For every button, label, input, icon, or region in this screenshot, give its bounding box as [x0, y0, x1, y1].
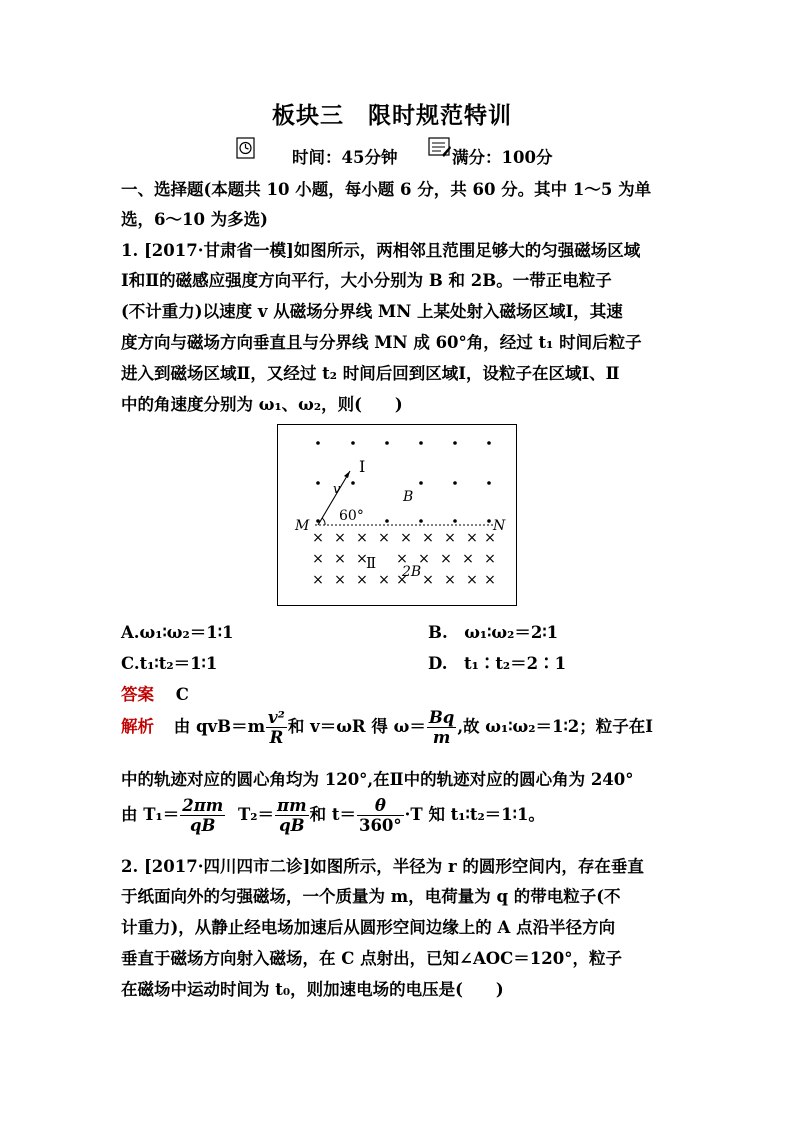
svg-text:×: ×: [444, 572, 456, 588]
q2-text-line-2: 于纸面向外的匀强磁场，一个质量为 m，电荷量为 q 的带电粒子(不: [121, 887, 621, 906]
magnetic-field-figure: [277, 424, 517, 606]
q2-text-line-3: 计重力)，从静止经电场加速后从圆形空间边缘上的 A 点沿半径方向: [121, 918, 616, 937]
analysis-text-6: 和 t＝: [309, 805, 356, 824]
full-score: 满分：100分: [452, 148, 553, 167]
analysis-line-3: [121, 796, 545, 835]
analysis-text-5: T₂＝: [238, 805, 275, 824]
analysis-text-4: 由 T₁＝: [121, 805, 180, 824]
svg-text:×: ×: [312, 530, 324, 546]
svg-text:×: ×: [400, 530, 412, 546]
label-region-1: Ⅰ: [359, 457, 366, 476]
q1-text-line-3: (不计重力)以速度 v 从磁场分界线 MN 上某处射入磁场区域Ⅰ，其速: [121, 302, 623, 321]
svg-text:×: ×: [418, 551, 430, 567]
label-region-2: Ⅱ: [366, 554, 377, 572]
fraction-2pim-over-qb: $\frac{2\pi m}{qB}$: [182, 796, 224, 835]
section-heading-line-1: 一、选择题(本题共 10 小题，每小题 6 分，共 60 分。其中 1～5 为单: [121, 180, 652, 199]
label-n: N: [493, 518, 506, 534]
q1-text-line-4: 度方向与磁场方向垂直且与分界线 MN 成 60°角，经过 t₁ 时间后粒子: [121, 333, 642, 352]
fraction-pim-over-qb: $\frac{\pi m}{qB}$: [277, 796, 307, 835]
analysis-text-1: 由 qvB＝m: [173, 717, 266, 736]
label-velocity: v: [333, 482, 341, 497]
page-title: 板块三 限时规范特训: [272, 103, 512, 129]
option-c[interactable]: C.t₁∶t₂＝1∶1: [121, 654, 218, 673]
svg-text:×: ×: [356, 551, 368, 567]
svg-text:×: ×: [334, 530, 346, 546]
svg-text:×: ×: [378, 572, 390, 588]
clock-icon: [236, 137, 255, 159]
fraction-bq-over-m: $\frac{Bq}{m}$: [428, 708, 455, 747]
option-a[interactable]: A.ω₁∶ω₂＝1∶1: [121, 623, 234, 642]
svg-text:×: ×: [334, 551, 346, 567]
svg-text:×: ×: [312, 572, 324, 588]
option-b[interactable]: B. ω₁∶ω₂＝2∶1: [428, 623, 559, 642]
fraction-v2-over-r: $\frac{\text{v²}}{R}$: [268, 708, 285, 747]
answer-row: [121, 681, 189, 705]
label-angle: 60°: [339, 508, 364, 524]
analysis-text-7: ·T 知 t₁∶t₂＝1∶1。: [404, 805, 545, 824]
svg-text:×: ×: [444, 530, 456, 546]
analysis-text-3: ,故 ω₁∶ω₂＝1∶2；粒子在Ⅰ: [457, 717, 653, 736]
svg-text:×: ×: [356, 572, 368, 588]
svg-text:×: ×: [462, 551, 474, 567]
svg-text:×: ×: [440, 551, 452, 567]
q2-text-line-1: 2. [2017·四川四市二诊]如图所示，半径为 r 的圆形空间内，存在垂直: [121, 857, 644, 876]
svg-text:×: ×: [466, 572, 478, 588]
svg-text:×: ×: [312, 551, 324, 567]
svg-text:×: ×: [422, 572, 434, 588]
answer-label: 答案: [121, 685, 154, 704]
svg-text:×: ×: [378, 530, 390, 546]
svg-text:×: ×: [484, 530, 496, 546]
q1-text-line-2: Ⅰ和Ⅱ的磁感应强度方向平行，大小分别为 B 和 2B。一带正电粒子: [121, 271, 612, 290]
svg-text:×: ×: [396, 551, 408, 567]
svg-text:×: ×: [466, 530, 478, 546]
analysis-text-2: 和 v＝ωR 得 ω＝: [287, 717, 426, 736]
svg-text:×: ×: [356, 530, 368, 546]
label-field-b: B: [403, 489, 414, 505]
svg-text:×: ×: [484, 572, 496, 588]
q1-text-line-1: 1. [2017·甘肃省一模]如图所示，两相邻且范围足够大的匀强磁场区域: [121, 241, 641, 260]
label-m: M: [295, 518, 310, 534]
analysis-line-1: [121, 708, 653, 747]
svg-text:×: ×: [484, 551, 496, 567]
fraction-theta-over-360: $\frac{\theta}{360^\circ}$: [358, 796, 402, 835]
option-d[interactable]: D. t₁∶t₂＝2∶1: [428, 654, 567, 673]
q1-text-line-5: 进入到磁场区域Ⅱ，又经过 t₂ 时间后回到区域Ⅰ，设粒子在区域Ⅰ、Ⅱ: [121, 364, 620, 383]
score-sheet-icon: [428, 137, 452, 159]
svg-text:×: ×: [334, 572, 346, 588]
q1-text-line-6: 中的角速度分别为 ω₁、ω₂，则( ): [121, 395, 403, 414]
svg-text:×: ×: [422, 530, 434, 546]
analysis-label: 解析: [121, 717, 154, 736]
analysis-line-2: 中的轨迹对应的圆心角均为 120°,在Ⅱ中的轨迹对应的圆心角为 240°: [121, 770, 634, 789]
answer-value: C: [175, 685, 189, 704]
svg-text:×: ×: [396, 572, 408, 588]
label-field-2b: 2B: [402, 564, 422, 580]
time-limit: 时间：45分钟: [292, 148, 398, 167]
q2-text-line-5: 在磁场中运动时间为 t₀，则加速电场的电压是( ): [121, 980, 504, 999]
section-heading-line-2: 选，6～10 为多选): [121, 210, 268, 229]
q2-text-line-4: 垂直于磁场方向射入磁场，在 C 点射出，已知∠AOC＝120°，粒子: [121, 949, 622, 968]
